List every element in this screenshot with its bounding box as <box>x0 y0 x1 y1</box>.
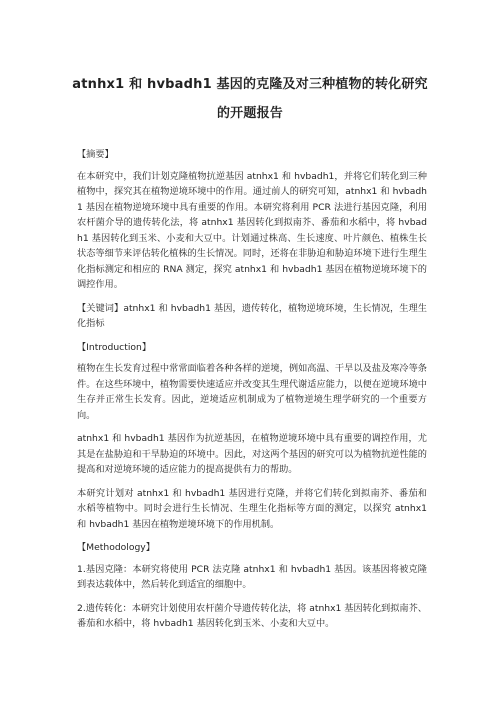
methodology-paragraph-2: 2.遗传转化：本研究计划使用农杆菌介导遗传转化法，将 atnhx1 基因转化到拟南芥、番茄和水稻中，将 hvbadh1 基因转化到玉米、小麦和大豆中。 <box>77 602 427 629</box>
introduction-paragraph-2: atnhx1 和 hvbadh1 基因作为抗逆基因，在植物逆境环境中具有重要的调控作用，尤其是在盐胁迫和干旱胁迫的环境中。因此，对这两个基因的研究可以为植物抗逆性能的提高和对逆境环境的适应能力的提高提供有力的帮助。 <box>77 433 427 475</box>
introduction-paragraph-1: 植物在生长发育过程中常常面临着各种各样的逆境，例如高温、干旱以及盐及寒冷等条件。在这些环境中，植物需要快速适应并改变其生理代谢适应能力，以便在逆境环境中生存并正常生长发育。因此，逆境适应机制成为了植物逆境生理学研究的一个重要方向。 <box>77 363 427 421</box>
introduction-paragraph-3: 本研究计划对 atnhx1 和 hvbadh1 基因进行克隆，并将它们转化到拟南芥、番茄和水稻等植物中。同时会进行生长情况、生理生化指标等方面的测定，以探究 atnhx1 和 hvbadh1 基因在植物逆境环境下的作用机制。 <box>77 487 427 530</box>
document-body <box>77 147 427 640</box>
methodology-heading: 【Methodology】 <box>77 542 155 553</box>
introduction-heading: 【Introduction】 <box>77 341 152 353</box>
keywords-paragraph: 【关键词】atnhx1 和 hvbadh1 基因，遗传转化，植物逆境环境，生长情况，生理生化指标 <box>77 302 427 329</box>
methodology-paragraph-1: 1.基因克隆：本研究将使用 PCR 法克隆 atnhx1 和 hvbadh1 基因。该基因将被克隆到表达载体中，然后转化到适宜的细胞中。 <box>77 563 427 590</box>
abstract-heading: 【摘要】 <box>77 149 114 160</box>
abstract-paragraph: 在本研究中，我们计划克隆植物抗逆基因 atnhx1 和 hvbadh1，并将它们转化到三种植物中，探究其在植物逆境环境中的作用。通过前人的研究可知，atnhx1 和 hvbadh1 基因在植物逆境环境中具有重要的作用。本研究将利用 PCR 法进行基因克隆，利用农杆菌介导的遗传转化法，将 atnhx1 基因转化到拟南芥、番茄和水稻中，将 hvbadh1 基因转化到玉米、小麦和大豆中。计划通过株高、生长速度、叶片颜色、植株生长状态等细节来评估转化植株的生长情况。同时，还将在非胁迫和胁迫环境下进行生理生化指标测定和相应的 RNA 测定，探究 atnhx1 和 hvbadh1 基因在植物逆境环境下的调控作用。 <box>77 170 427 290</box>
document-title-line-1: atnhx1 和 hvbadh1 基因的克隆及对三种植物的转化研究 <box>72 77 428 92</box>
document-title-line-2: 的开题报告 <box>216 106 283 121</box>
